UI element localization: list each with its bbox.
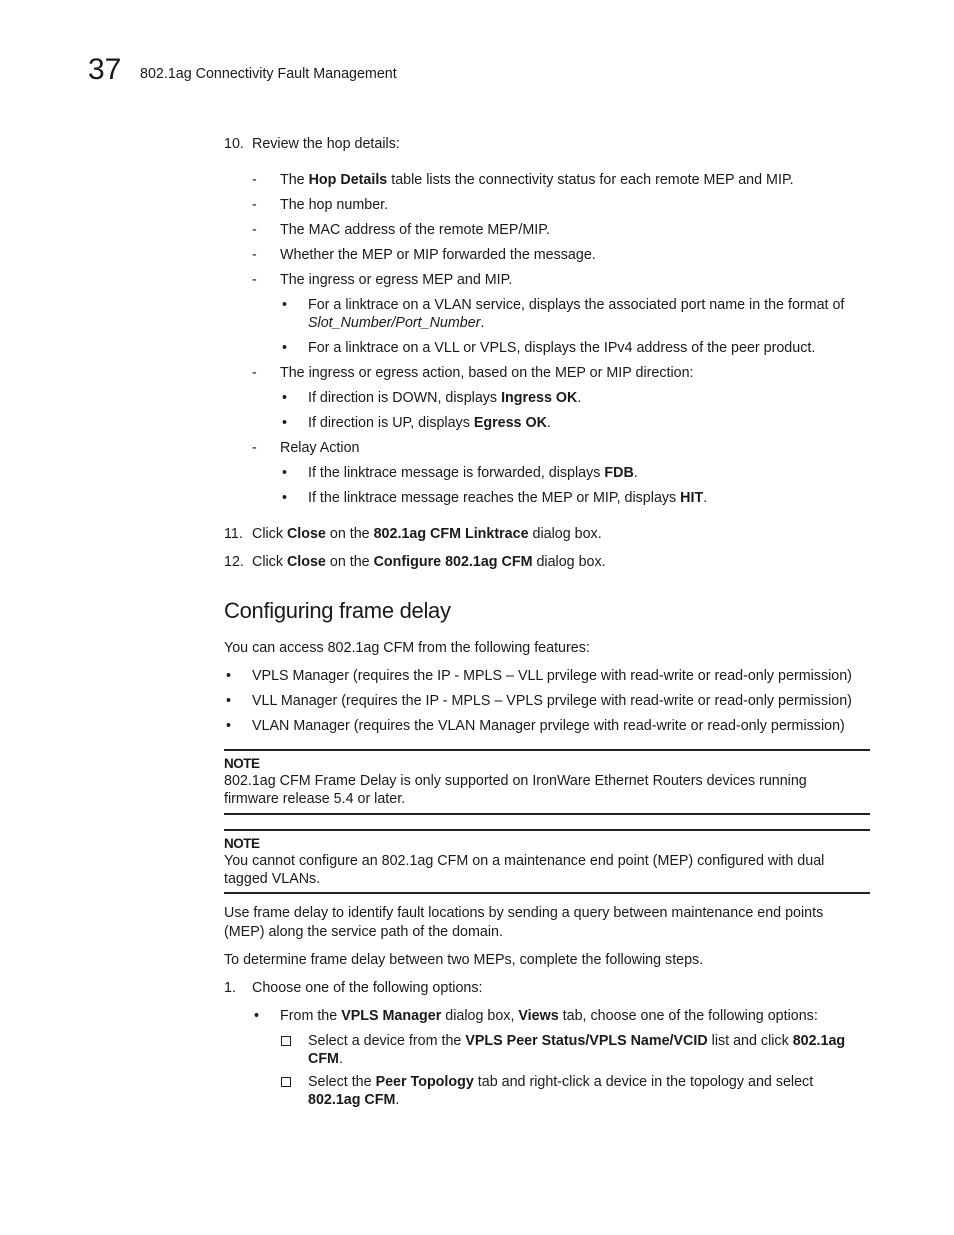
ingress-sub-1: For a linktrace on a VLAN service, displays the associated port name in the format of bbox=[308, 297, 845, 313]
bullet-icon: • bbox=[282, 390, 288, 406]
step-12-text: Click Close on the Configure 802.1ag CFM dialog box. bbox=[252, 554, 606, 570]
step-1-number: 1. bbox=[224, 980, 236, 996]
note-1-text: 802.1ag CFM Frame Delay is only supported on IronWare Ethernet Routers devices running firmware release 5.4 or later. bbox=[224, 773, 807, 807]
feature-item-3: VLAN Manager (requires the VLAN Manager prvilege with read-write or read-only permission) bbox=[252, 718, 845, 734]
step-10-number: 10. bbox=[224, 136, 244, 152]
note-1-label: NOTE bbox=[224, 756, 260, 771]
step-11-number: 11. bbox=[224, 526, 243, 542]
bullet-icon: • bbox=[226, 693, 232, 709]
feature-item-1: VPLS Manager (requires the IP - MPLS – VLL prvilege with read-write or read-only permission) bbox=[252, 668, 852, 684]
relay-sub-1: If the linktrace message is forwarded, displays FDB. bbox=[308, 465, 638, 481]
ingress-sub-2: For a linktrace on a VLL or VPLS, displays the IPv4 address of the peer product. bbox=[308, 340, 816, 356]
step-1-text: Choose one of the following options: bbox=[252, 980, 483, 996]
sub-option-2: Select the Peer Topology tab and right-click a device in the topology and select 802.1ag CFM. bbox=[308, 1074, 814, 1108]
bullet-icon: • bbox=[282, 465, 288, 481]
dash-bullet: - bbox=[252, 365, 257, 381]
hop-item-3: The MAC address of the remote MEP/MIP. bbox=[280, 222, 550, 238]
action-sub-2: If direction is UP, displays Egress OK. bbox=[308, 415, 551, 431]
hop-item-4: Whether the MEP or MIP forwarded the message. bbox=[280, 247, 596, 263]
dash-bullet: - bbox=[252, 272, 257, 288]
bullet-icon: • bbox=[282, 490, 288, 506]
bullet-icon: • bbox=[282, 415, 288, 431]
note-bottom-rule bbox=[224, 813, 870, 815]
checkbox-bullet-icon bbox=[281, 1077, 291, 1087]
section-heading: Configuring frame delay bbox=[224, 598, 451, 623]
dash-bullet: - bbox=[252, 197, 257, 213]
section-intro: You can access 802.1ag CFM from the following features: bbox=[224, 640, 590, 656]
dash-bullet: - bbox=[252, 222, 257, 238]
hop-item-1: The Hop Details table lists the connectivity status for each remote MEP and MIP. bbox=[280, 172, 794, 188]
bullet-icon: • bbox=[282, 340, 288, 356]
hop-item-5: The ingress or egress MEP and MIP. bbox=[280, 272, 513, 288]
option-vpls-manager: From the VPLS Manager dialog box, Views tab, choose one of the following options: bbox=[280, 1008, 818, 1024]
dash-bullet: - bbox=[252, 440, 257, 456]
hop-item-2: The hop number. bbox=[280, 197, 389, 213]
bullet-icon: • bbox=[254, 1008, 260, 1024]
note-2-label: NOTE bbox=[224, 836, 260, 851]
paragraph-determine: To determine frame delay between two MEPs, complete the following steps. bbox=[224, 952, 704, 968]
sub-option-1: Select a device from the VPLS Peer Status/VPLS Name/VCID list and click 802.1ag CFM. bbox=[308, 1033, 846, 1067]
chapter-title: 802.1ag Connectivity Fault Management bbox=[140, 66, 397, 82]
hop-item-6: The ingress or egress action, based on the MEP or MIP direction: bbox=[280, 365, 694, 381]
action-sub-1: If direction is DOWN, displays Ingress OK. bbox=[308, 390, 582, 406]
bullet-icon: • bbox=[226, 718, 232, 734]
chapter-number: 37 bbox=[88, 53, 122, 86]
bullet-icon: • bbox=[282, 297, 288, 313]
bullet-icon: • bbox=[226, 668, 232, 684]
note-top-rule bbox=[224, 749, 870, 751]
step-10-text: Review the hop details: bbox=[252, 136, 400, 152]
relay-sub-2: If the linktrace message reaches the MEP or MIP, displays HIT. bbox=[308, 490, 708, 506]
step-11-text: Click Close on the 802.1ag CFM Linktrace dialog box. bbox=[252, 526, 602, 542]
note-2-text: You cannot configure an 802.1ag CFM on a maintenance end point (MEP) configured with dual tagged VLANs. bbox=[224, 853, 825, 887]
note-top-rule bbox=[224, 829, 870, 831]
ingress-sub-1-format: Slot_Number/Port_Number. bbox=[308, 315, 485, 331]
step-12-number: 12. bbox=[224, 554, 244, 570]
dash-bullet: - bbox=[252, 247, 257, 263]
feature-item-2: VLL Manager (requires the IP - MPLS – VPLS prvilege with read-write or read-only permission) bbox=[252, 693, 852, 709]
checkbox-bullet-icon bbox=[281, 1036, 291, 1046]
dash-bullet: - bbox=[252, 172, 257, 188]
paragraph-frame-delay: Use frame delay to identify fault locations by sending a query between maintenance end points (MEP) along the service path of the domain. bbox=[224, 905, 824, 940]
note-bottom-rule bbox=[224, 892, 870, 894]
hop-item-7: Relay Action bbox=[280, 440, 360, 456]
